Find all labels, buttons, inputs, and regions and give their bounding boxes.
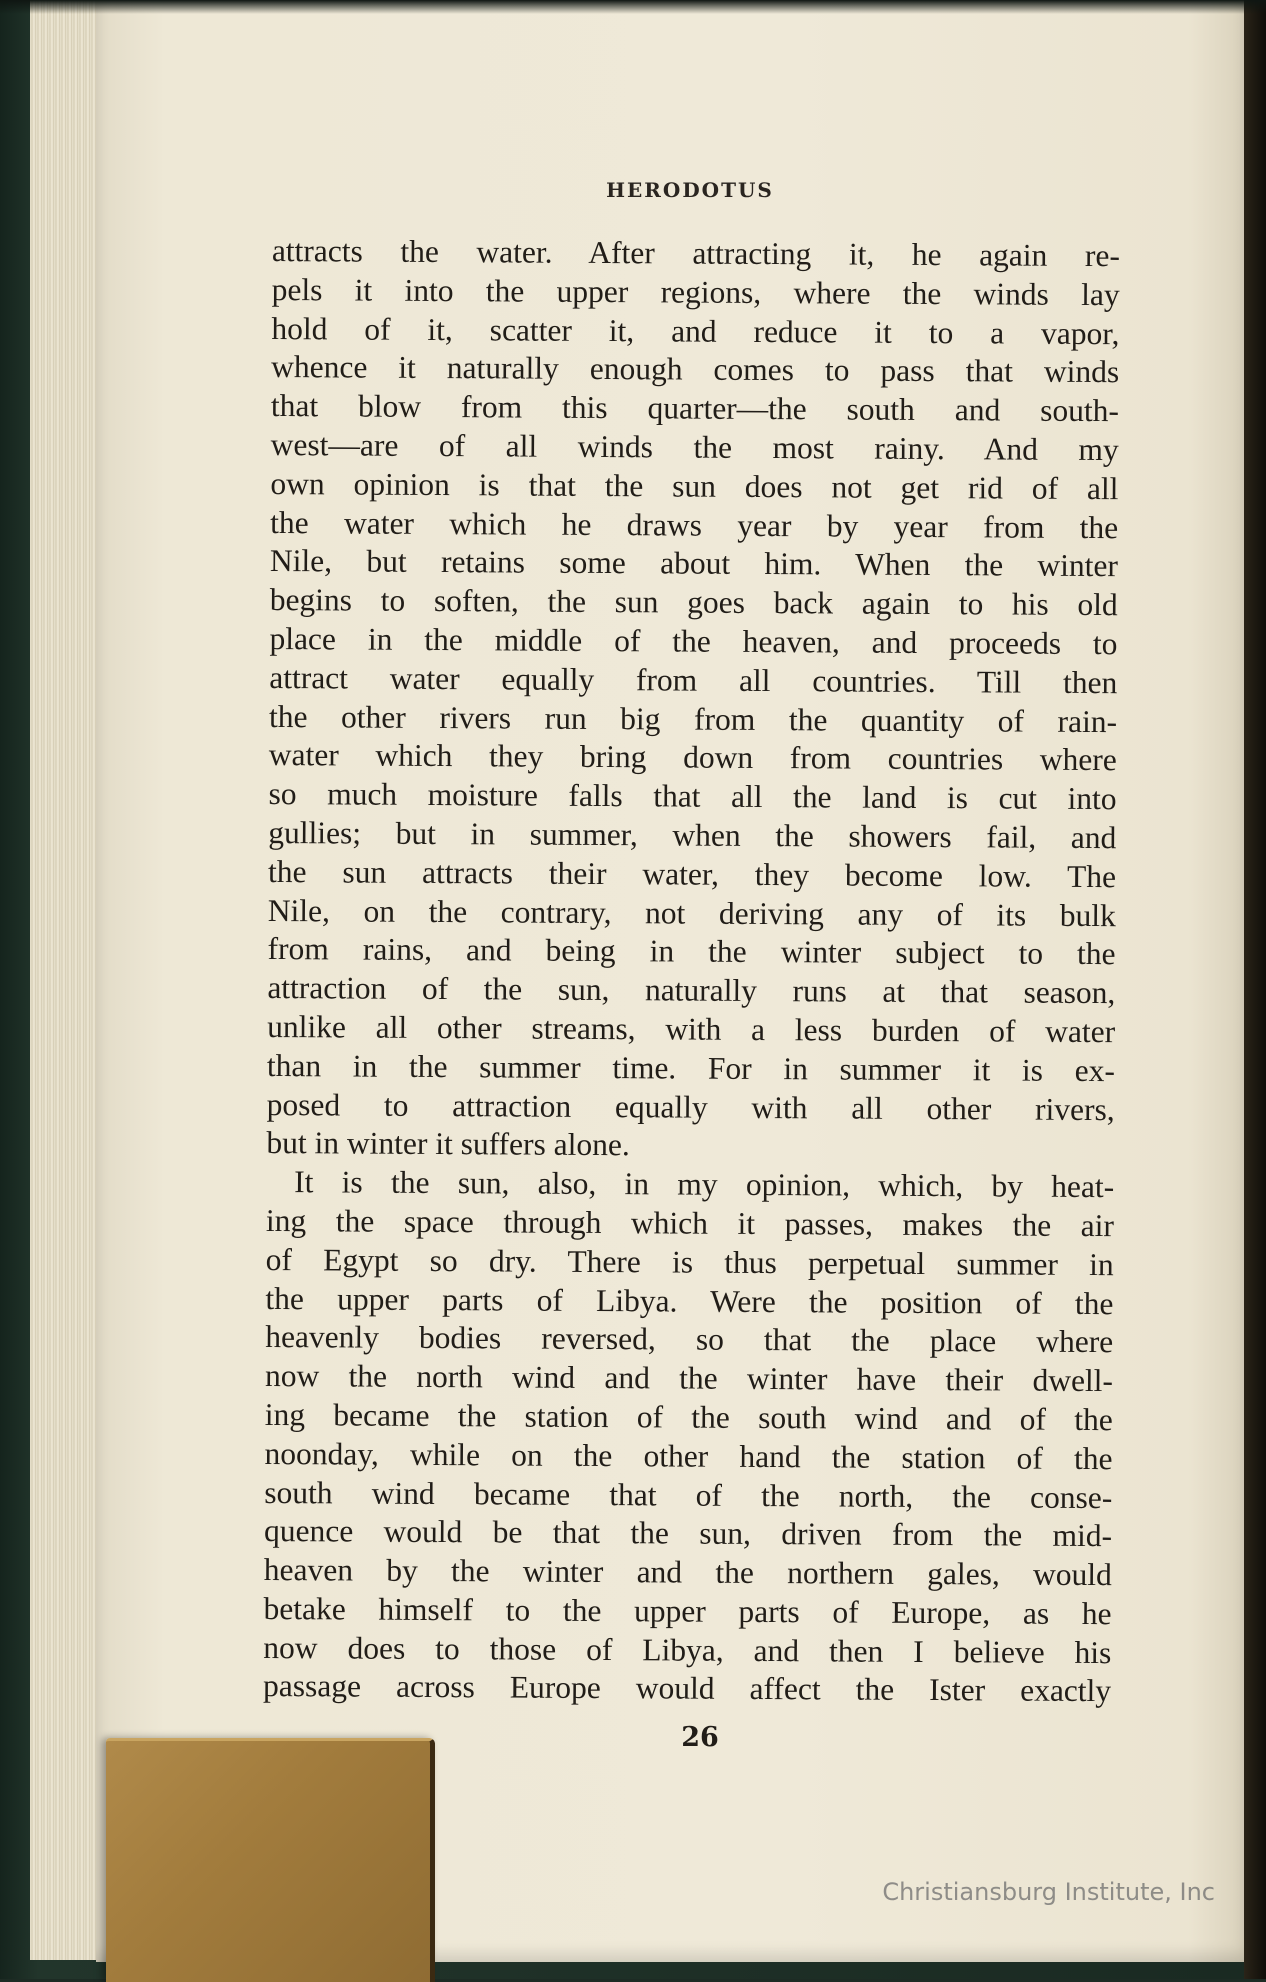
text-line: attract water equally from all countries. Till then bbox=[269, 659, 1118, 700]
text-line: than in the summer time. For in summer it is ex- bbox=[266, 1047, 1116, 1088]
right-page-edge bbox=[1244, 0, 1266, 1979]
text-line: betake himself to the upper parts of Europe, as he bbox=[263, 1590, 1112, 1632]
text-line: pels it into the upper regions, where the winds lay bbox=[271, 271, 1120, 312]
text-line: now the north wind and the winter have their dwell- bbox=[264, 1358, 1114, 1399]
text-line: ing the space through which it passes, makes the air bbox=[265, 1202, 1115, 1244]
text-line: the water which he draws year by year from the bbox=[270, 504, 1119, 545]
text-line: west—are of all winds the most rainy. And my bbox=[270, 426, 1119, 468]
text-line: place in the middle of the heaven, and proceeds to bbox=[269, 620, 1118, 662]
text-line: passage across Europe would affect the Ister exactly bbox=[263, 1668, 1112, 1709]
text-line: It is the sun, also, in my opinion, which, by heat- bbox=[294, 1164, 1115, 1205]
text-line: begins to soften, the sun goes back again to his old bbox=[269, 582, 1118, 623]
text-line: whence it naturally enough comes to pass that winds bbox=[271, 349, 1120, 390]
page-edges bbox=[30, 0, 102, 1960]
text-line: noonday, while on the other hand the station of the bbox=[264, 1435, 1113, 1476]
watermark: Christiansburg Institute, Inc bbox=[882, 1878, 1215, 1906]
text-line: attracts the water. After attracting it, he again re- bbox=[271, 232, 1120, 274]
text-line: attraction of the sun, naturally runs at that season, bbox=[267, 970, 1116, 1011]
text-line: the sun attracts their water, they become low. The bbox=[267, 853, 1117, 894]
page-number: 26 bbox=[681, 1722, 719, 1753]
text-line: unlike all other streams, with a less burden of water bbox=[267, 1008, 1116, 1050]
text-line: ing became the station of the south wind and of the bbox=[264, 1396, 1113, 1438]
text-line: posed to attraction equally with all other rivers, bbox=[266, 1086, 1115, 1127]
text-line: Nile, on the contrary, not deriving any of its bulk bbox=[267, 892, 1116, 933]
text-line: the other rivers run big from the quantity of rain- bbox=[268, 698, 1118, 739]
text-line: gullies; but in summer, when the showers fail, and bbox=[268, 814, 1117, 856]
body-text bbox=[263, 232, 1120, 1711]
bookmark-block bbox=[106, 1738, 435, 1982]
text-line: water which they bring down from countries where bbox=[268, 737, 1117, 778]
text-line: but in winter it suffers alone. bbox=[266, 1125, 630, 1163]
text-line: hold of it, scatter it, and reduce it to a vapor, bbox=[271, 310, 1120, 351]
text-line: heaven by the winter and the northern gales, would bbox=[263, 1552, 1112, 1593]
text-line: south wind became that of the north, the conse- bbox=[264, 1474, 1113, 1515]
running-head: HERODOTUS bbox=[606, 178, 774, 202]
text-line: so much moisture falls that all the land is cut into bbox=[268, 776, 1117, 817]
text-line: heavenly bodies reversed, so that the place where bbox=[265, 1319, 1114, 1360]
text-line: quence would be that the sun, driven from the mid- bbox=[263, 1513, 1113, 1554]
text-line: from rains, and being in the winter subject to the bbox=[267, 931, 1116, 972]
text-line: now does to those of Libya, and then I believe his bbox=[263, 1629, 1112, 1670]
text-line: own opinion is that the sun does not get rid of all bbox=[270, 465, 1119, 506]
text-line: Nile, but retains some about him. When the winter bbox=[269, 543, 1119, 584]
text-line: the upper parts of Libya. Were the position of the bbox=[265, 1280, 1114, 1321]
text-line: that blow from this quarter—the south and south- bbox=[270, 388, 1120, 429]
text-line: of Egypt so dry. There is thus perpetual summer in bbox=[265, 1241, 1114, 1282]
top-shadow bbox=[0, 0, 1266, 14]
